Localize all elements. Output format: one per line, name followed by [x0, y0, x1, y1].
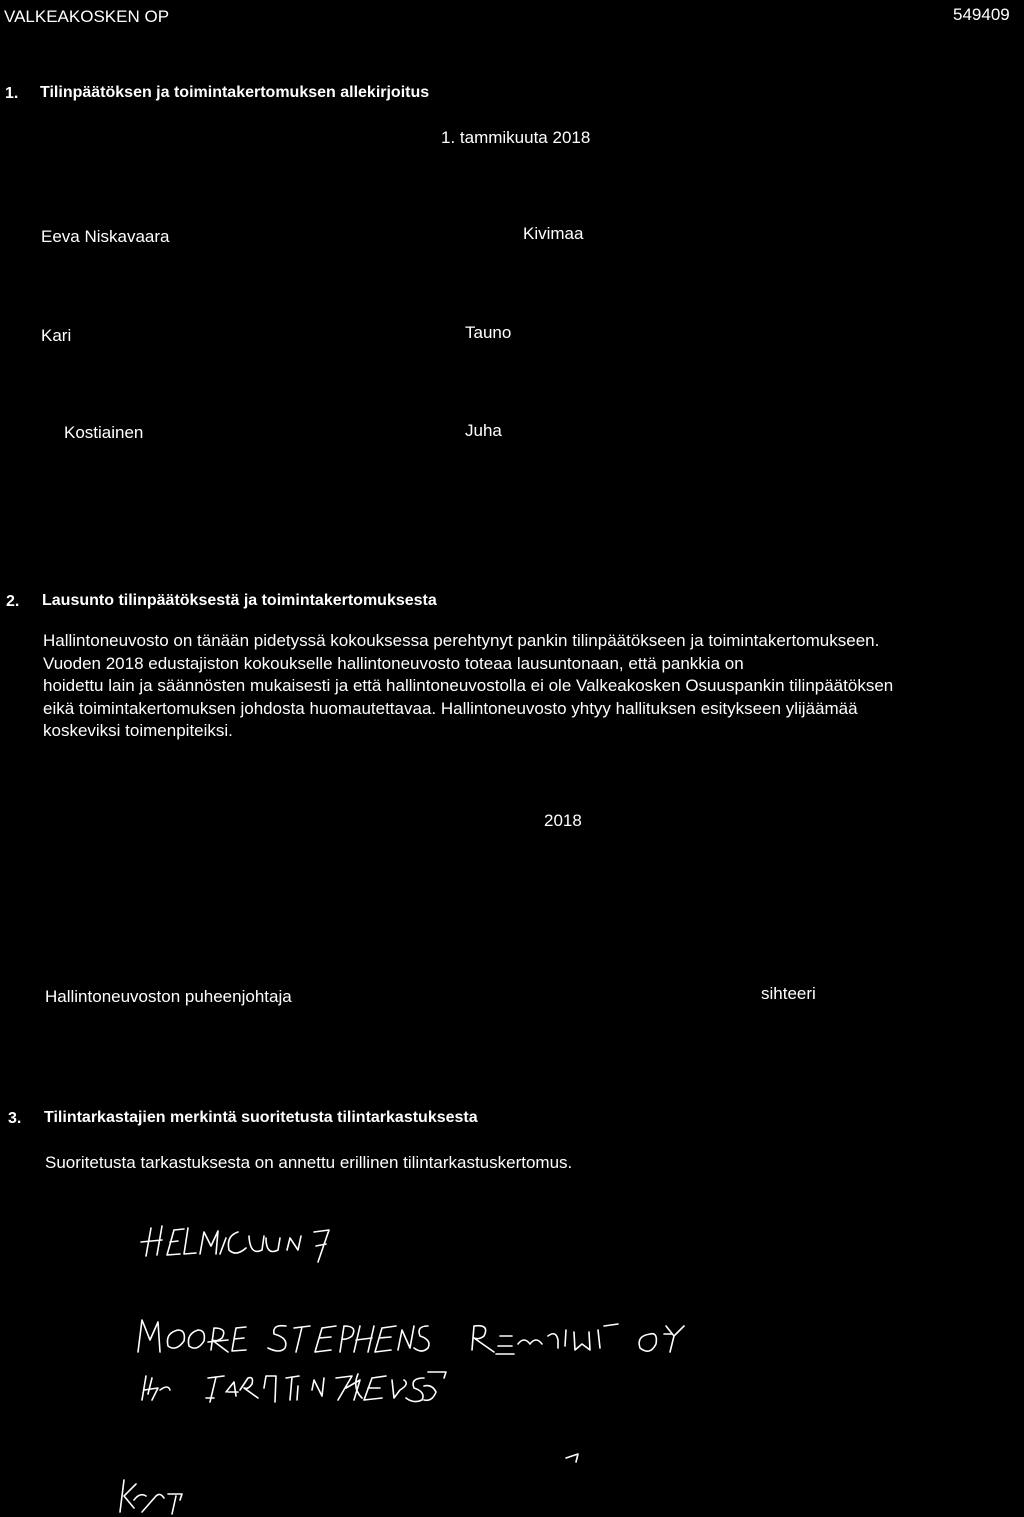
- signatory-right-3: Juha: [465, 421, 502, 440]
- organization-name: VALKEAKOSKEN OP: [4, 7, 170, 26]
- statement-line: eikä toimintakertomuksen johdosta huomautettavaa. Hallintoneuvosto yhtyy hallituksen esitykseen ylijäämää: [43, 698, 858, 718]
- section-1-number: 1.: [5, 85, 19, 102]
- section-2-number: 2.: [6, 593, 20, 610]
- chair-signature-label: Hallintoneuvoston puheenjohtaja: [45, 987, 292, 1006]
- signatory-left-1: Eeva Niskavaara: [41, 227, 170, 246]
- statement-line: hoidettu lain ja säännösten mukaisesti ja että hallintoneuvostolla ei ole Valkeakosken Osuuspankin tilinpäätöksen: [43, 676, 894, 695]
- section-2-title: Lausunto tilinpäätöksestä ja toimintakertomuksesta: [42, 592, 437, 609]
- section-3-title: Tilintarkastajien merkintä suoritetusta tilintarkastuksesta: [44, 1109, 478, 1126]
- statement-line: koskeviksi toimenpiteiksi.: [43, 721, 233, 740]
- section-1-title: Tilinpäätöksen ja toimintakertomuksen allekirjoitus: [40, 84, 430, 101]
- statement-line: Hallintoneuvosto on tänään pidetyssä kokouksessa perehtynyt pankin tilinpäätökseen ja toimintakertomukseen.: [43, 631, 880, 650]
- signatory-right-2: Tauno: [465, 323, 512, 342]
- statement-line: Vuoden 2018 edustajiston kokoukselle hallintoneuvosto toteaa lausuntonaan, että pankkia on: [43, 653, 744, 673]
- signature-date: 1. tammikuuta 2018: [441, 128, 591, 147]
- document-number: 549409: [953, 5, 1010, 24]
- signatory-left-2: Kari: [41, 326, 72, 345]
- signatory-left-3: Kostiainen: [64, 423, 144, 442]
- statement-year: 2018: [544, 811, 582, 830]
- secretary-signature-label: sihteeri: [761, 984, 816, 1003]
- signatory-right-1: Kivimaa: [523, 224, 584, 243]
- audit-statement: Suoritetusta tarkastuksesta on annettu erillinen tilintarkastuskertomus.: [45, 1153, 573, 1172]
- section-3-number: 3.: [8, 1110, 22, 1127]
